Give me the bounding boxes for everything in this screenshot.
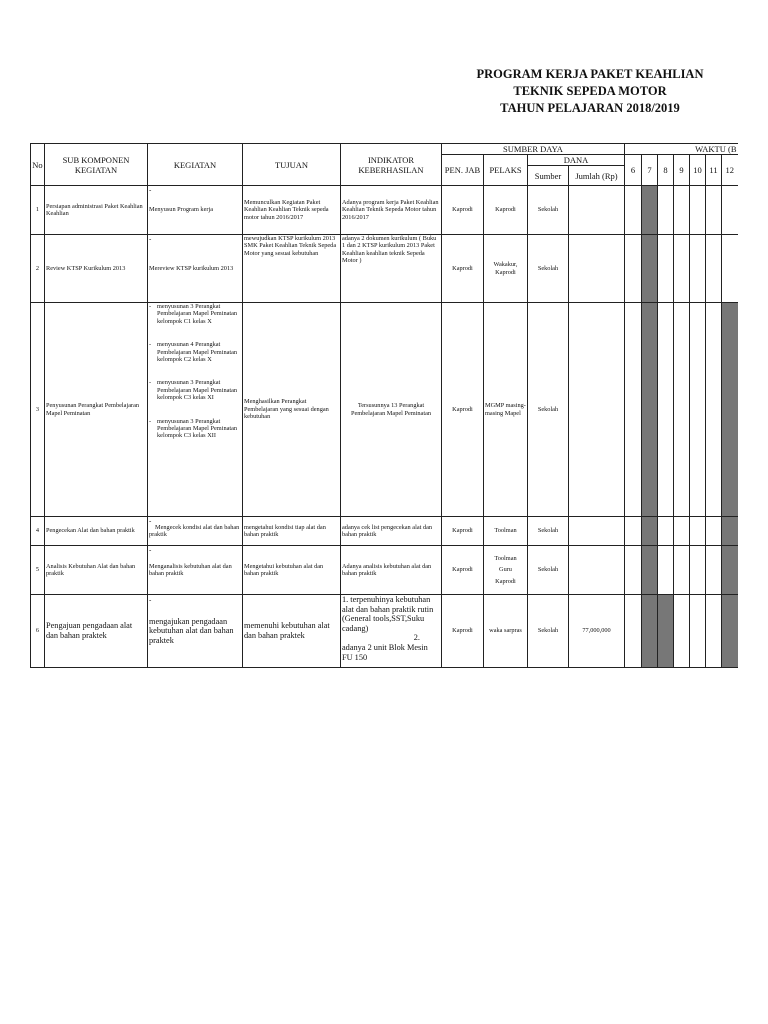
sub-komponen-cell: Review KTSP Kurikulum 2013: [45, 235, 148, 303]
month-cell: [625, 235, 642, 303]
kegiatan-cell: [148, 303, 243, 517]
month-cell: [706, 595, 722, 668]
month-cell: [674, 546, 690, 595]
indikator-cell: Adanya program kerja Paket Keahlian Keahlian Teknik Sepeda Motor tahun 2016/2017: [341, 186, 442, 235]
sumber-cell: Sekolah: [528, 517, 569, 546]
table-row: [31, 235, 738, 303]
kegiatan-cell: [148, 517, 243, 546]
jumlah-cell: [569, 303, 625, 517]
sumber-cell: Sekolah: [528, 235, 569, 303]
header-month: 10: [690, 155, 706, 186]
month-cell: [658, 546, 674, 595]
pen-jab-cell: Kaprodi: [442, 595, 484, 668]
month-cell: [706, 517, 722, 546]
month-cell: [625, 517, 642, 546]
tujuan-cell: Memunculkan Kegiatan Paket Keahlian Keahlian Teknik sepeda motor tahun 2016/2017: [243, 186, 341, 235]
month-cell-scheduled: [722, 303, 738, 517]
month-cell-scheduled: [722, 517, 738, 546]
header-month: 6: [625, 155, 642, 186]
month-cell-scheduled: [658, 595, 674, 668]
month-cell: [674, 595, 690, 668]
pen-jab-cell: Kaprodi: [442, 303, 484, 517]
kegiatan-list: [149, 303, 241, 440]
indikator-cell: Adanya analisis kebutuhan alat dan bahan praktik: [341, 546, 442, 595]
header-tujuan: TUJUAN: [243, 144, 341, 186]
jumlah-cell: [569, 517, 625, 546]
kegiatan-text: Mengecek kondisi alat dan bahan praktik: [149, 523, 240, 538]
header-no: No: [31, 144, 45, 186]
table-row: [31, 546, 738, 595]
header-month: 9: [674, 155, 690, 186]
month-cell-scheduled: [722, 595, 738, 668]
month-cell: [706, 546, 722, 595]
header-month: 8: [658, 155, 674, 186]
month-cell: [722, 235, 738, 303]
month-cell: [658, 517, 674, 546]
sumber-cell: Sekolah: [528, 546, 569, 595]
dash-marker: -: [149, 596, 152, 604]
pen-jab-cell: Kaprodi: [442, 546, 484, 595]
pen-jab-cell: Kaprodi: [442, 235, 484, 303]
tujuan-cell: memenuhi kebutuhan alat dan bahan praktek: [243, 595, 341, 668]
month-cell-scheduled: [642, 546, 658, 595]
month-cell: [674, 186, 690, 235]
tujuan-cell: Menghasilkan Perangkat Pembelajaran yang sesuai dengan kebutuhan: [243, 303, 341, 517]
kegiatan-list-item: - menyusunan 3 Perangkat Pembelajaran Mapel Peminatan kelompok C3 kelas XII: [149, 418, 241, 440]
sumber-cell: Sekolah: [528, 595, 569, 668]
sumber-cell: Sekolah: [528, 186, 569, 235]
month-cell: [674, 517, 690, 546]
month-cell-scheduled: [642, 303, 658, 517]
kegiatan-text: Menganalisis kebutuhan alat dan bahan praktik: [149, 562, 232, 577]
kegiatan-text: Mereview KTSP kurikulum 2013: [149, 264, 234, 272]
sub-komponen-cell: Persiapan administrasi Paket Keahlian Keahlian: [45, 186, 148, 235]
table-row: [31, 517, 738, 546]
month-cell: [625, 546, 642, 595]
header-dana: DANA: [528, 155, 625, 166]
month-cell: [658, 186, 674, 235]
pelaks-cell: MGMP masing-masing Mapel: [484, 303, 528, 517]
month-cell: [690, 235, 706, 303]
month-cell: [706, 186, 722, 235]
row-number: 1: [31, 186, 45, 235]
month-cell: [722, 186, 738, 235]
kegiatan-text: Menyusun Program kerja: [149, 206, 214, 214]
indikator-cell: adanya cek list pengecekan alat dan bahan praktik: [341, 517, 442, 546]
indikator-cell: adanya 2 dokumen kurikulum ( Buku 1 dan 2 KTSP kurikulum 2013 Paket Keahlian keahlian teknik Sepeda Motor ): [341, 235, 442, 303]
pelaks-cell: Wakakur, Kaprodi: [484, 235, 528, 303]
month-cell: [625, 595, 642, 668]
document-title-line1: PROGRAM KERJA PAKET KEAHLIAN: [476, 67, 704, 81]
row-number: 5: [31, 546, 45, 595]
document-title-line3: TAHUN PELAJARAN 2018/2019: [500, 101, 680, 115]
header-kegiatan: KEGIATAN: [148, 144, 243, 186]
month-cell: [706, 235, 722, 303]
table-row: [31, 303, 738, 517]
pen-jab-cell: Kaprodi: [442, 517, 484, 546]
month-cell-scheduled: [642, 235, 658, 303]
document-title-block: [430, 66, 750, 117]
kegiatan-list-item: - menyusunan 3 Perangkat Pembelajaran Mapel Peminatan kelompok C3 kelas XI: [149, 379, 241, 401]
kegiatan-cell: [148, 546, 243, 595]
month-cell: [658, 235, 674, 303]
month-cell: [690, 517, 706, 546]
month-cell: [625, 303, 642, 517]
table-row: [31, 186, 738, 235]
header-jumlah: Jumlah (Rp): [569, 166, 625, 186]
dash-marker: -: [149, 235, 152, 243]
jumlah-cell: 77,000,000: [569, 595, 625, 668]
indikator-point-1: 1. terpenuhinya kebutuhan alat dan bahan praktik rutin (General tools,SST,Suku cadang): [342, 595, 434, 633]
row-number: 4: [31, 517, 45, 546]
month-cell-scheduled: [642, 186, 658, 235]
header-pen-jab: PEN. JAB: [442, 155, 484, 186]
kegiatan-cell: [148, 595, 243, 668]
header-sub-komponen: SUB KOMPONEN KEGIATAN: [45, 144, 148, 186]
header-pelaks: PELAKS: [484, 155, 528, 186]
kegiatan-text: mengajukan pengadaan kebutuhan alat dan bahan praktek: [149, 616, 234, 645]
row-number: 6: [31, 595, 45, 668]
header-sumber-daya: SUMBER DAYA: [442, 144, 625, 155]
tujuan-cell: Mengetahui kebutuhan alat dan bahan praktik: [243, 546, 341, 595]
pelaks-item: Kaprodi: [495, 577, 516, 585]
work-program-table: [30, 143, 738, 668]
month-cell: [658, 303, 674, 517]
sumber-cell: Sekolah: [528, 303, 569, 517]
kegiatan-cell: [148, 235, 243, 303]
month-cell: [706, 303, 722, 517]
tujuan-cell: mewujudkan KTSP kurikulum 2013 SMK Paket Keahlian Teknik Sepeda Motor yang sesuai kebutuhan: [243, 235, 341, 303]
jumlah-cell: [569, 235, 625, 303]
kegiatan-cell: [148, 186, 243, 235]
pelaks-cell: waka sarpras: [484, 595, 528, 668]
month-cell-scheduled: [642, 595, 658, 668]
jumlah-cell: [569, 186, 625, 235]
header-month: 12: [722, 155, 738, 186]
kegiatan-list-item: - menyusunan 3 Perangkat Pembelajaran Mapel Peminatan kelompok C1 kelas X: [149, 303, 241, 325]
header-month: 11: [706, 155, 722, 186]
header-sumber: Sumber: [528, 166, 569, 186]
row-number: 2: [31, 235, 45, 303]
sub-komponen-cell: Analisis Kebutuhan Alat dan bahan praktik: [45, 546, 148, 595]
month-cell: [674, 235, 690, 303]
indikator-cell: Tersusunnya 13 Perangkat Pembelajaran Mapel Peminatan: [341, 303, 442, 517]
indikator-point-number: 2.: [413, 633, 420, 643]
dash-marker: -: [149, 546, 152, 554]
table-row: [31, 595, 738, 668]
pelaks-item: Guru: [499, 566, 512, 574]
pelaks-cell: [484, 546, 528, 595]
month-cell-scheduled: [722, 546, 738, 595]
dash-marker: -: [149, 186, 152, 194]
month-cell: [690, 303, 706, 517]
month-cell: [690, 186, 706, 235]
header-waktu: WAKTU (B: [625, 144, 738, 155]
pelaks-item: Toolman: [494, 554, 517, 562]
tujuan-cell: mengetahui kondisi tiap alat dan bahan praktik: [243, 517, 341, 546]
sub-komponen-cell: Penyusunan Perangkat Pembelajaran Mapel Peminatan: [45, 303, 148, 517]
header-indikator: INDIKATOR KEBERHASILAN: [341, 144, 442, 186]
pen-jab-cell: Kaprodi: [442, 186, 484, 235]
kegiatan-list-item: - menyusunan 4 Perangkat Pembelajaran Mapel Peminatan kelompok C2 kelas X: [149, 341, 241, 363]
dash-marker: -: [149, 517, 152, 525]
indikator-cell: [341, 595, 442, 668]
month-cell: [690, 595, 706, 668]
pelaks-cell: Toolman: [484, 517, 528, 546]
indikator-point-2: adanya 2 unit Blok Mesin FU 150: [342, 642, 428, 662]
month-cell: [674, 303, 690, 517]
month-cell: [690, 546, 706, 595]
document-title-line2: TEKNIK SEPEDA MOTOR: [513, 84, 667, 98]
sub-komponen-cell: Pengajuan pengadaan alat dan bahan praktek: [45, 595, 148, 668]
pelaks-cell: Kaprodi: [484, 186, 528, 235]
month-cell-scheduled: [642, 517, 658, 546]
header-month: 7: [642, 155, 658, 186]
jumlah-cell: [569, 546, 625, 595]
month-cell: [625, 186, 642, 235]
sub-komponen-cell: Pengecekan Alat dan bahan praktik: [45, 517, 148, 546]
row-number: 3: [31, 303, 45, 517]
